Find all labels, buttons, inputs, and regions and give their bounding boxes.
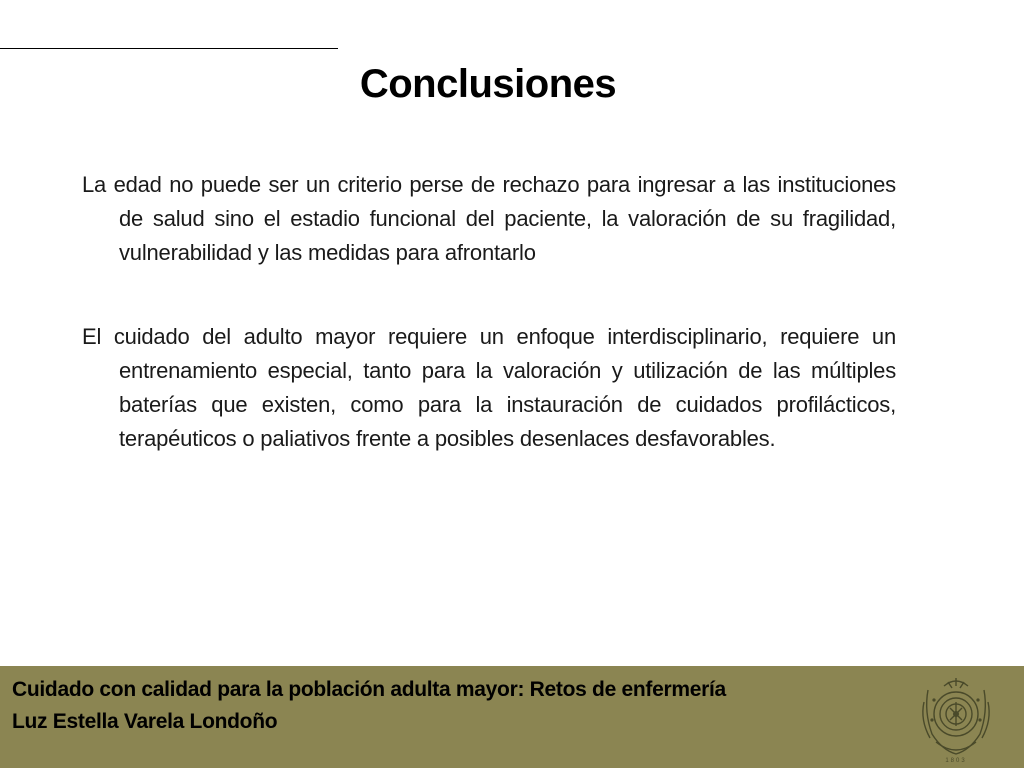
seal-year: 1803 xyxy=(945,758,967,764)
top-divider xyxy=(0,48,338,49)
footer-band xyxy=(0,666,1024,768)
footer-author: Luz Estella Varela Londoño xyxy=(12,710,278,733)
conclusion-paragraph-1: La edad no puede ser un criterio perse de rechazo para ingresar a las instituciones de salud sino el estadio funcional del paciente, la valoración de su fragilidad, vulnerabilidad y las medidas para afrontarlo xyxy=(82,172,896,265)
conclusion-paragraph-2: El cuidado del adulto mayor requiere un enfoque interdisciplinario, requiere un entrenamiento especial, tanto para la valoración y utilización de las múltiples baterías que existen, como para la instauración de cuidados profilácticos, terapéuticos o paliativos frente a posibles desenlaces desfavorables. xyxy=(82,324,896,451)
slide-body xyxy=(82,168,896,456)
slide-title: Conclusiones xyxy=(359,62,617,106)
footer-course-title: Cuidado con calidad para la población adulta mayor: Retos de enfermería xyxy=(12,678,726,701)
university-seal-icon xyxy=(918,672,994,764)
